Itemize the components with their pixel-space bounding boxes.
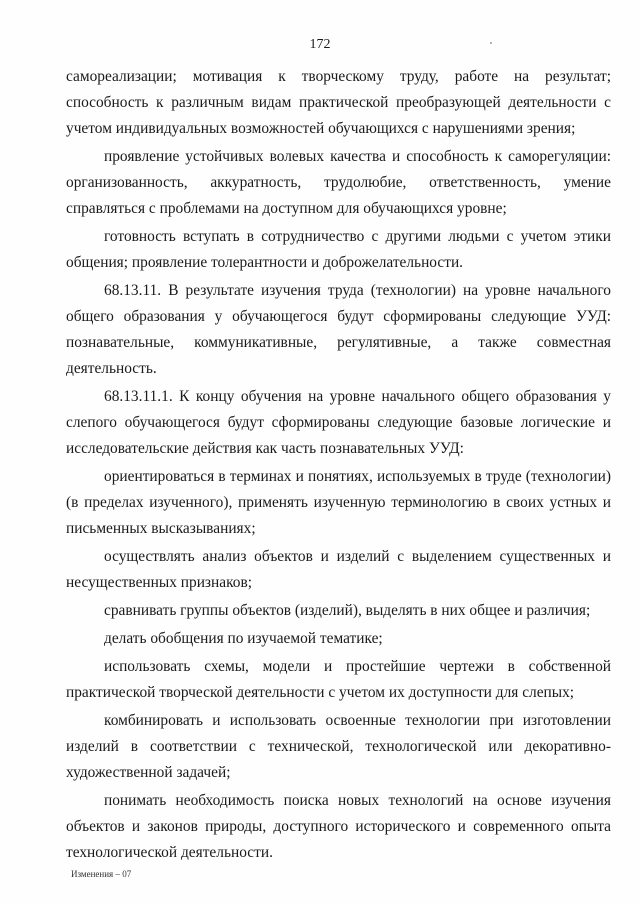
paragraph-12: понимать необходимость поиска новых технологий на основе изучения объектов и законов природы, доступного исторического и современного опыта технологической деятельности.: [66, 792, 611, 861]
paragraph-11: комбинировать и использовать освоенные технологии при изготовлении изделий в соответствии с технической, технологической или декоративно-художественной задачей;: [66, 712, 611, 781]
paragraph-2: проявление устойчивых волевых качества и способность к саморегуляции: организованность, аккуратность, трудолюбие, ответственность, умение справляться с проблемами на доступном для обучающихся уровне;: [66, 148, 611, 217]
paragraph-8: сравнивать группы объектов (изделий), выделять в них общее и различия;: [104, 602, 591, 619]
paragraph-7: осуществлять анализ объектов и изделий с выделением существенных и несущественных признаков;: [66, 548, 611, 591]
page-number: 172: [309, 37, 331, 52]
paragraph-1: самореализации; мотивация к творческому труду, работе на результат; способность к различным видам практической преобразующей деятельности с учетом индивидуальных возможностей обучающихся с нарушениями зрения;: [66, 68, 611, 137]
paragraph-4: 68.13.11. В результате изучения труда (технологии) на уровне начального общего образования у обучающегося будут сформированы следующие УУД: познавательные, коммуникативные, регулятивные, а также совместная деятельность.: [66, 282, 611, 377]
paragraph-10: использовать схемы, модели и простейшие чертежи в собственной практической творческой деятельности с учетом их доступности для слепых;: [66, 658, 611, 701]
paragraph-3: готовность вступать в сотрудничество с другими людьми с учетом этики общения; проявление толерантности и доброжелательности.: [66, 228, 611, 271]
paragraph-6: ориентироваться в терминах и понятиях, используемых в труде (технологии) (в пределах изученного), применять изученную терминологию в своих устных и письменных высказываниях;: [66, 468, 611, 537]
paragraph-9: делать обобщения по изучаемой тематике;: [104, 630, 383, 647]
paragraph-5: 68.13.11.1. К концу обучения на уровне начального общего образования у слепого обучающегося будут сформированы следующие базовые логические и исследовательские действия как часть познавательных УУД:: [66, 388, 611, 457]
footer-note: Изменения – 07: [71, 869, 132, 879]
document-body: [66, 64, 611, 866]
